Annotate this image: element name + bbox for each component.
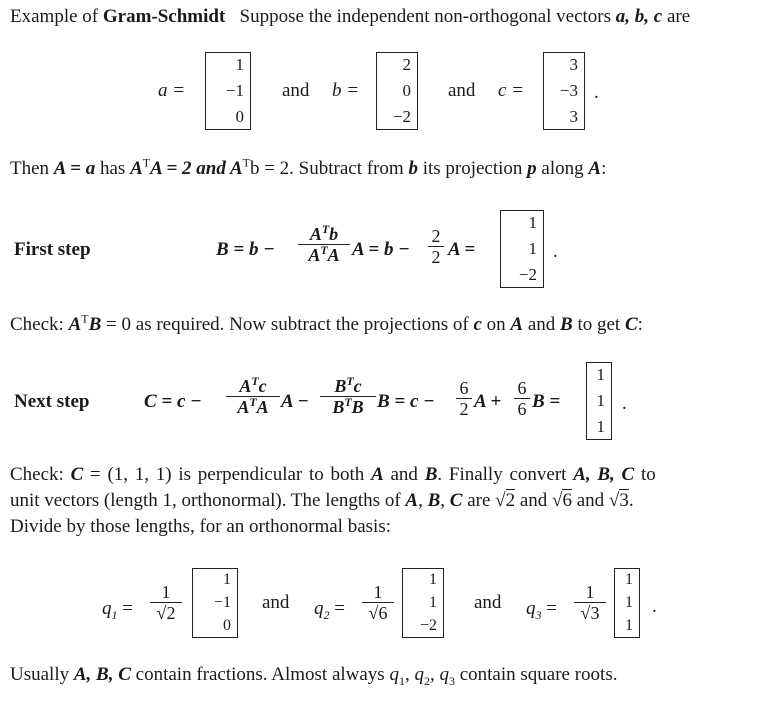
a-label: a = [158, 80, 186, 101]
math-run: A = a [53, 158, 96, 179]
vector-b [376, 52, 418, 130]
sym: c [258, 376, 267, 396]
sym: B [332, 397, 345, 417]
basis-vector-1 [192, 568, 238, 638]
math-run: A [130, 158, 143, 179]
radicand: 3 [590, 603, 600, 623]
fraction-numerator: $B^Tc$ [334, 374, 362, 396]
vector-entry: 3 [569, 107, 578, 126]
math-run: A, B, C [573, 464, 635, 485]
text-run: has [95, 158, 131, 179]
text-run: and [571, 490, 609, 511]
sym: = [122, 598, 133, 619]
math-run: c [473, 314, 482, 335]
text-run: : [601, 158, 607, 179]
radicand: 6 [378, 603, 388, 623]
text-run: = (1, 1, 1) is perpendicular to both [83, 464, 372, 485]
subscript: 3 [448, 673, 455, 688]
check-line-1: Check: $A^TB = 0$ as required. Now subtract the projections of c on A and B to get C: [10, 311, 643, 335]
sym: q [526, 598, 536, 619]
vector-entry: 1 [625, 617, 633, 635]
fraction-denominator: $A^TA$ [237, 395, 269, 417]
sym: B [334, 376, 347, 396]
q1-label [102, 598, 133, 620]
math-run: B [427, 490, 441, 511]
fraction-denominator: 2 [459, 399, 469, 419]
vector-entry: −3 [559, 81, 578, 100]
first-step-tail: A = [448, 239, 476, 260]
footer-line: Usually A, B, C contain fractions. Almost always $q_1$, $q_2$, $q_3$ contain square roots. [10, 664, 618, 688]
math-run: C [449, 490, 463, 511]
then-line: Then A = a has $A^TA = 2$ and $A^Tb = 2$. Subtract from b its projection p along A: [10, 155, 607, 179]
radicand: 3 [619, 490, 629, 511]
subscript: 1 [398, 673, 405, 688]
vector-entry: 3 [569, 55, 578, 74]
math-run: A [588, 158, 602, 179]
check-line-2b: unit vectors (length 1, orthonormal). The lengths of A, B, C are √2 and √6 and √3. [10, 490, 634, 511]
vector-entry: 1 [429, 593, 437, 611]
sym: A [239, 376, 252, 396]
math-run: q [389, 664, 399, 685]
math-run: q [439, 664, 449, 685]
vector-entry: 2 [402, 55, 411, 74]
text-run: to [634, 464, 656, 485]
sym: = [334, 598, 345, 619]
vector-entry: −2 [392, 107, 411, 126]
fraction-numerator: 6 [517, 378, 527, 398]
vector-entry: 1 [223, 570, 231, 588]
next-step-m1: A − [281, 391, 309, 412]
vector-entry: 1 [528, 213, 537, 232]
projection-fraction-A [226, 376, 280, 417]
text-run: along [536, 158, 589, 179]
math-run: C [624, 314, 638, 335]
one-over-sqrt2 [150, 582, 182, 623]
period: . [594, 82, 599, 103]
sym: q [102, 598, 112, 619]
fraction-denominator: √3 [580, 603, 600, 623]
sym: q [314, 598, 324, 619]
vector-entry: 0 [235, 107, 244, 126]
sym: A [327, 245, 340, 265]
vector-entry: 1 [625, 593, 633, 611]
text-run: b = 2. Subtract from [249, 158, 409, 179]
next-step-m4: B = [532, 391, 561, 412]
text-run: its projection [417, 158, 528, 179]
radicand: 2 [505, 490, 516, 511]
text-run: . [628, 490, 634, 511]
text-run: Check: [10, 314, 69, 335]
intro-title: Gram-Schmidt [102, 6, 226, 27]
math-run: B [560, 314, 573, 335]
fraction-denominator: √2 [156, 603, 176, 623]
b-label: b = [332, 80, 360, 101]
math-run: A [68, 314, 82, 335]
math-run: A [510, 314, 524, 335]
vector-entry: −1 [213, 593, 231, 611]
math-run: q [414, 664, 424, 685]
period: . [622, 393, 627, 414]
six-over-six [514, 378, 530, 419]
text-run: are [462, 490, 496, 511]
fraction-denominator: 2 [431, 247, 441, 267]
vector-a [205, 52, 251, 130]
one-over-sqrt3 [574, 582, 606, 623]
vector-entry: 1 [596, 391, 605, 410]
vector-entry: 1 [429, 570, 437, 588]
text-run: contain fractions. Almost always [130, 664, 390, 685]
sym: b [329, 224, 339, 244]
fraction-denominator: $A^TA$ [308, 243, 340, 265]
text-run: , [440, 490, 450, 511]
vector-entry: 0 [402, 81, 411, 100]
intro-tail: are [662, 6, 691, 27]
fraction-numerator: $A^Tc$ [239, 374, 267, 396]
fraction-numerator: 6 [459, 378, 469, 398]
c-label: c = [498, 80, 525, 101]
vector-B [500, 210, 544, 288]
sym: A [309, 224, 322, 244]
math-run: B [424, 464, 438, 485]
fraction-numerator: 1 [585, 582, 595, 602]
basis-vector-2 [402, 568, 444, 638]
math-run: C [70, 464, 84, 485]
math-run: A [229, 158, 243, 179]
sym: A [256, 397, 269, 417]
radicand: 6 [562, 490, 572, 511]
projection-fraction [298, 224, 350, 265]
text-run: = 0 as required. Now subtract the projections of [101, 314, 474, 335]
text-run: . Finally convert [437, 464, 574, 485]
next-step-m2: B = c − [377, 391, 435, 412]
text-run: and [383, 464, 425, 485]
math-run: A = 2 and [150, 158, 230, 179]
subscript: 2 [323, 607, 330, 622]
intro-line [10, 6, 690, 28]
vector-entry: 1 [235, 55, 244, 74]
subscript: 1 [111, 607, 118, 622]
math-run: A [405, 490, 419, 511]
text-run: on [481, 314, 511, 335]
projection-fraction-B [320, 376, 376, 417]
first-step-mid: A = b − [352, 239, 410, 260]
fraction-denominator: √6 [368, 603, 388, 623]
vector-c [543, 52, 585, 130]
sym: B [351, 397, 364, 417]
sym: c [353, 376, 362, 396]
and-text: and [448, 80, 476, 101]
intro-lead: Example of [10, 6, 103, 27]
vector-entry: 0 [223, 617, 231, 635]
vector-entry: 1 [625, 570, 633, 588]
radicand: 2 [166, 603, 176, 623]
text-run: and [515, 490, 553, 511]
math-run: B [88, 314, 102, 335]
and-text: and [474, 592, 502, 613]
math-run: b [408, 158, 418, 179]
fraction-numerator: $A^Tb$ [309, 222, 339, 244]
vector-entry: −2 [518, 265, 537, 284]
two-over-two [428, 226, 444, 267]
text-run: contain square roots. [454, 664, 618, 685]
and-text: and [282, 80, 310, 101]
fraction-numerator: 1 [373, 582, 383, 602]
text-run: and [523, 314, 561, 335]
first-step-label: First step [14, 239, 91, 260]
fraction-denominator: $B^TB$ [332, 395, 364, 417]
text-run: , [418, 490, 428, 511]
math-run: p [527, 158, 537, 179]
basis-vector-3 [614, 568, 640, 638]
vector-entry: −1 [225, 81, 244, 100]
fraction-numerator: 2 [431, 226, 441, 246]
next-step-m3: A + [474, 391, 502, 412]
fraction-numerator: 1 [161, 582, 171, 602]
first-step-lhs: B = b − [216, 239, 275, 260]
next-step-lhs: C = c − [144, 391, 202, 412]
sym: = [546, 598, 557, 619]
subscript: 3 [535, 607, 542, 622]
vector-entry: 1 [596, 365, 605, 384]
check-line-2a [10, 464, 656, 486]
vector-entry: 1 [528, 239, 537, 258]
math-run: A, B, C [73, 664, 131, 685]
vector-entry: −2 [419, 617, 437, 635]
check-line-2c: Divide by those lengths, for an orthonormal basis: [10, 516, 391, 537]
fraction-denominator: 6 [517, 399, 527, 419]
text-run: unit vectors (length 1, orthonormal). The lengths of [10, 490, 406, 511]
math-run: A [371, 464, 384, 485]
subscript: 2 [423, 673, 430, 688]
one-over-sqrt6 [362, 582, 394, 623]
and-text: and [262, 592, 290, 613]
vector-entry: 1 [596, 417, 605, 436]
text-run: Then [10, 158, 54, 179]
period: . [652, 596, 657, 617]
intro-text: Suppose the independent non-orthogonal vectors [239, 6, 616, 27]
sym: A [237, 397, 250, 417]
six-over-two [456, 378, 472, 419]
vector-C [586, 362, 612, 440]
text-run: : [637, 314, 643, 335]
sym: A [308, 245, 321, 265]
text-run: Usually [10, 664, 74, 685]
q2-label [314, 598, 345, 620]
intro-vars: a, b, c [615, 6, 663, 27]
text-run: Check: [10, 464, 71, 485]
period: . [553, 241, 558, 262]
next-step-label: Next step [14, 391, 90, 412]
text-run: to get [572, 314, 625, 335]
q3-label [526, 598, 557, 620]
